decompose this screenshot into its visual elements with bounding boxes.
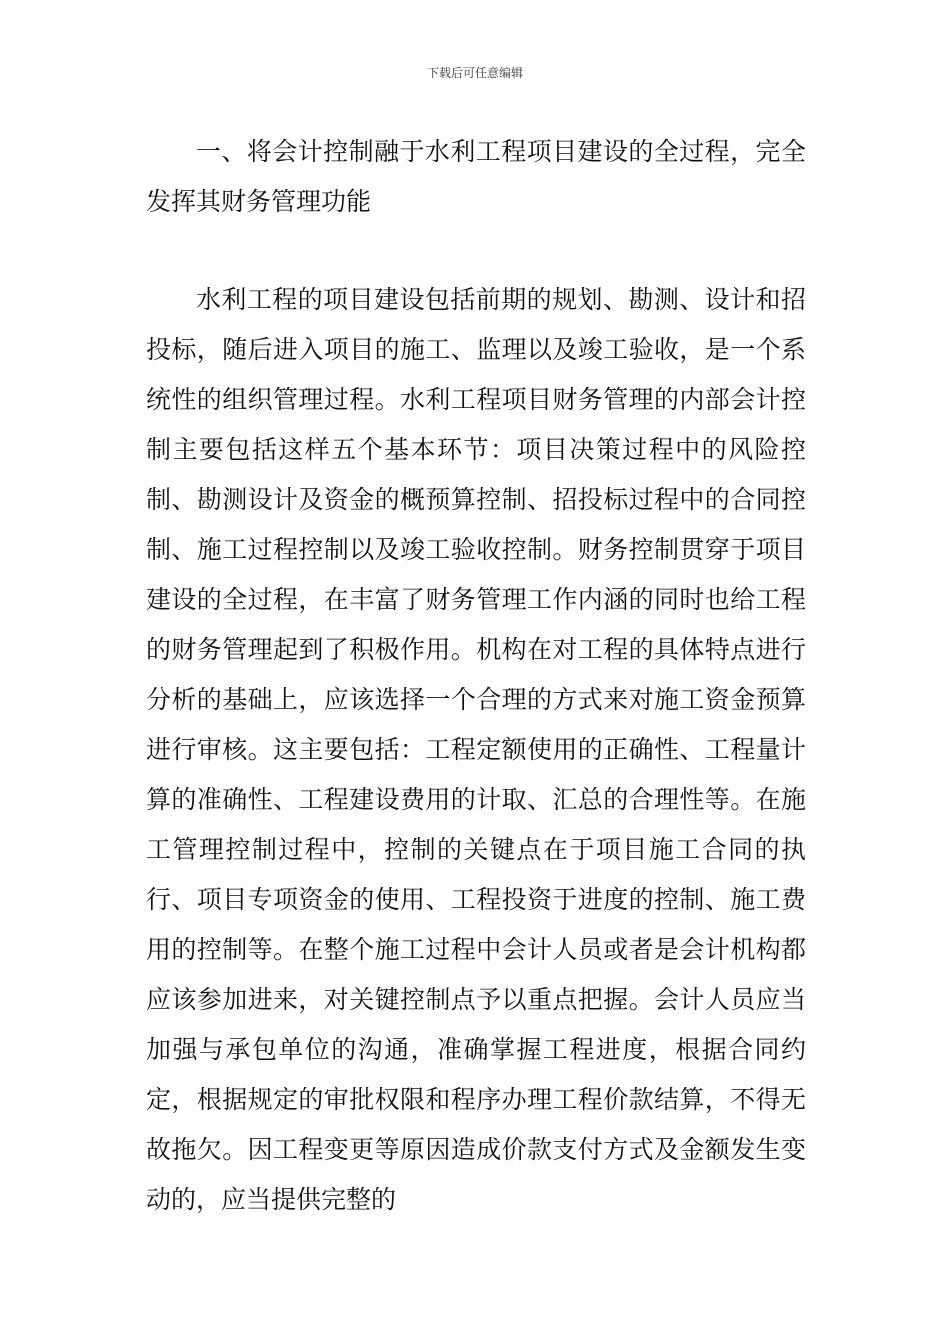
body-paragraph: 水利工程的项目建设包括前期的规划、勘测、设计和招投标，随后进入项目的施工、监理以及竣工验收，是一个系统性的组织管理过程。水利工程项目财务管理的内部会计控制主要包括这样五个基本环节：项目决策过程中的风险控制、勘测设计及资金的概预算控制、招投标过程中的合同控制、施工过程控制以及竣工验收控制。财务控制贯穿于项目建设的全过程，在丰富了财务管理工作内涵的同时也给工程的财务管理起到了积极作用。机构在对工程的具体特点进行分析的基础上，应该选择一个合理的方式来对施工资金预算进行审核。这主要包括：工程定额使用的正确性、工程量计算的准确性、工程建设费用的计取、汇总的合理性等。在施工管理控制过程中，控制的关键点在于项目施工合同的执行、项目专项资金的使用、工程投资于进度的控制、施工费用的控制等。在整个施工过程中会计人员或者是会计机构都应该参加进来，对关键控制点予以重点把握。会计人员应当加强与承包单位的沟通，准确掌握工程进度，根据合同约定，根据规定的审批权限和程序办理工程价款结算，不得无故拖欠。因工程变更等原因造成价款支付方式及金额发生变动的，应当提供完整的 xyxy=(146,285,806,1214)
section-heading: 一、将会计控制融于水利工程项目建设的全过程，完全发挥其财务管理功能 xyxy=(146,137,806,216)
page-header-note: 下载后可任意编辑 xyxy=(426,66,523,80)
